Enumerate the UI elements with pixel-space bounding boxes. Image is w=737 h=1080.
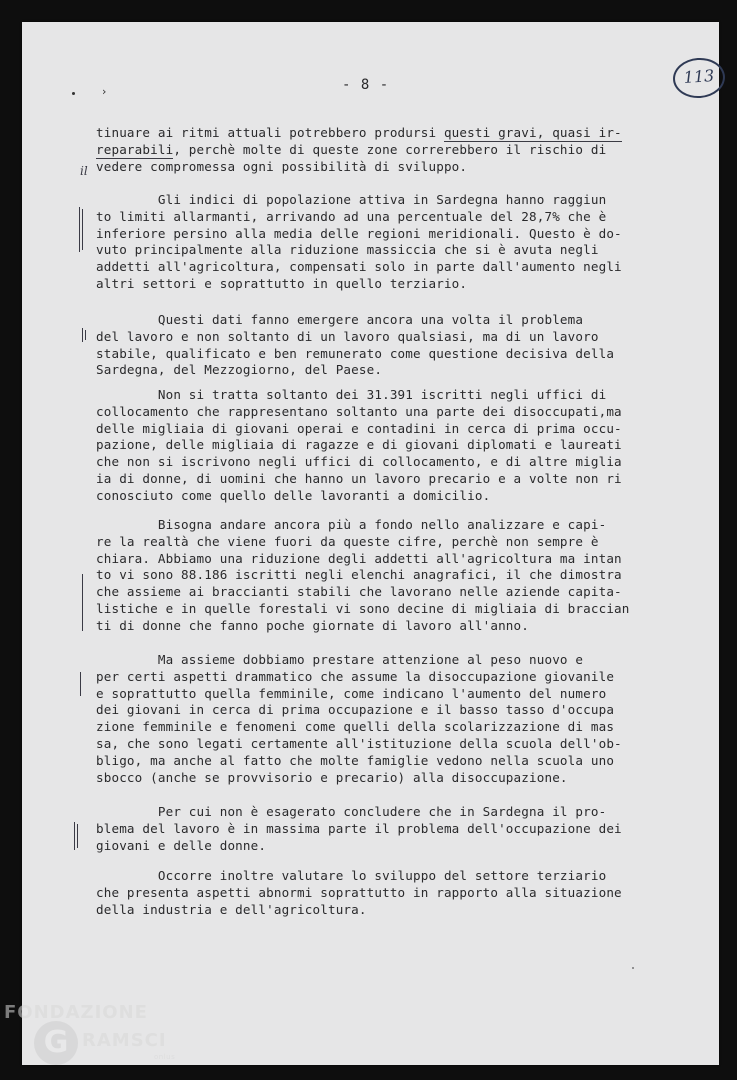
text-line: inferiore persino alla media delle regioni meridionali. Questo è do- — [96, 225, 622, 241]
punch-mark: › — [102, 85, 107, 98]
text-line: per certi aspetti drammatico che assume la disoccupazione giovanile — [96, 668, 615, 684]
margin-annotation: il — [80, 164, 88, 178]
watermark-g-logo-icon: G — [34, 1021, 78, 1065]
text-line: giovani e delle donne. — [96, 837, 267, 853]
text-line: Sardegna, del Mezzogiorno, del Paese. — [96, 362, 383, 378]
text-line: del lavoro e non soltanto di un lavoro qualsiasi, ma di un lavoro — [96, 328, 599, 344]
text-line: sa, che sono legati certamente all'istituzione della scuola dell'ob- — [96, 736, 622, 751]
text-line: vuto principalmente alla riduzione massiccia che si è avuta negli — [96, 242, 599, 258]
text-line: Gli indici di popolazione attiva in Sardegna hanno raggiun — [96, 192, 607, 207]
text-line: pazione, delle migliaia di ragazze e di giovani diplomati e laureati — [96, 437, 622, 453]
text-line: to vi sono 88.186 iscritti negli elenchi anagrafici, il che dimostra — [96, 567, 622, 583]
text-line: listiche e in quelle forestali vi sono decine di migliaia di braccian — [96, 601, 630, 616]
margin-mark-p4 — [82, 574, 83, 631]
margin-mark-p2 — [82, 328, 83, 342]
text-line: Bisogna andare ancora più a fondo nello analizzare e capi- — [96, 517, 607, 532]
page-number: - 8 - — [342, 77, 390, 93]
text-line: della industria e dell'agricoltura. — [96, 901, 367, 917]
margin-mark-p6 — [74, 822, 75, 850]
text-line: to limiti allarmanti, arrivando ad una percentuale del 28,7% che è — [96, 208, 607, 224]
text-line: Non si tratta soltanto dei 31.391 iscritti negli uffici di — [96, 387, 607, 402]
text-line: che non si iscrivono negli uffici di collocamento, e di altre miglia — [96, 454, 622, 470]
text-line: collocamento che rappresentano soltanto una parte dei disoccupati,ma — [96, 403, 622, 419]
text-line: blema del lavoro è in massima parte il problema dell'occupazione dei — [96, 820, 622, 836]
margin-mark-p5 — [80, 672, 81, 696]
paper-speck — [632, 967, 634, 969]
text-line: zione femminile e fenomeni come quelli della scolarizzazione di mas — [96, 719, 615, 735]
text-line: chiara. Abbiamo una riduzione degli addetti all'agricoltura ma intan — [96, 550, 622, 566]
text-line: addetti all'agricoltura, compensati solo in parte dall'aumento negli — [96, 259, 622, 275]
fondazione-gramsci-watermark — [4, 1000, 194, 1075]
text-line: Occorre inoltre valutare lo sviluppo del settore terziario — [96, 868, 607, 883]
text-line: sbocco (anche se provvisorio e precario) alla disoccupazione. — [96, 769, 568, 785]
margin-mark-p1 — [79, 207, 80, 252]
text-line: ti di donne che fanno poche giornate di lavoro all'anno. — [96, 617, 529, 633]
text-line: bligo, ma anche al fatto che molte famiglie vedono nella scuola uno — [96, 752, 615, 768]
document-page — [22, 22, 719, 1065]
text-line: e soprattutto quella femminile, come indicano l'aumento del numero — [96, 685, 607, 701]
text-line: Ma assieme dobbiamo prestare attenzione al peso nuovo e — [96, 652, 584, 667]
text-line: ia di donne, di uomini che hanno un lavoro precario e a volte non ri — [96, 471, 622, 486]
text-line: altri settori e soprattutto in quello terziario. — [96, 276, 468, 291]
watermark-line1: FONDAZIONE — [4, 1002, 148, 1023]
text-line: reparabili, perchè molte di queste zone correrebbero il rischio di — [96, 141, 607, 157]
archive-number-stamp: 113 — [672, 56, 727, 100]
text-line: che assieme ai braccianti stabili che lavorano nelle aziende capita- — [96, 584, 622, 600]
text-line: stabile, qualificato e ben remunerato come questione decisiva della — [96, 345, 615, 361]
text-line: Per cui non è esagerato concludere che in Sardegna il pro- — [96, 804, 607, 819]
underlined-phrase: questi gravi, quasi ir- — [443, 125, 622, 140]
text-line: delle migliaia di giovani operai e contadini in cerca di prima occu- — [96, 420, 622, 436]
text-line: dei giovani in cerca di prima occupazione e il basso tasso d'occupa — [96, 702, 615, 718]
text-line: re la realtà che viene fuori da queste cifre, perchè non sempre è — [96, 533, 599, 549]
text-line: conosciuto come quello delle lavoranti a domicilio. — [96, 487, 491, 503]
text-line: che presenta aspetti abnormi soprattutto in rapporto alla situazione — [96, 884, 622, 900]
text-line: Questi dati fanno emergere ancora una volta il problema — [96, 312, 584, 327]
watermark-tag: onlus — [154, 1053, 176, 1061]
text-line: vedere compromessa ogni possibilità di sviluppo. — [96, 158, 468, 174]
punch-dot — [72, 92, 75, 95]
underlined-phrase: reparabili — [96, 141, 174, 157]
text-line: tinuare ai ritmi attuali potrebbero prodursi questi gravi, quasi ir- — [96, 125, 622, 140]
watermark-line2: RAMSCI — [82, 1030, 167, 1051]
